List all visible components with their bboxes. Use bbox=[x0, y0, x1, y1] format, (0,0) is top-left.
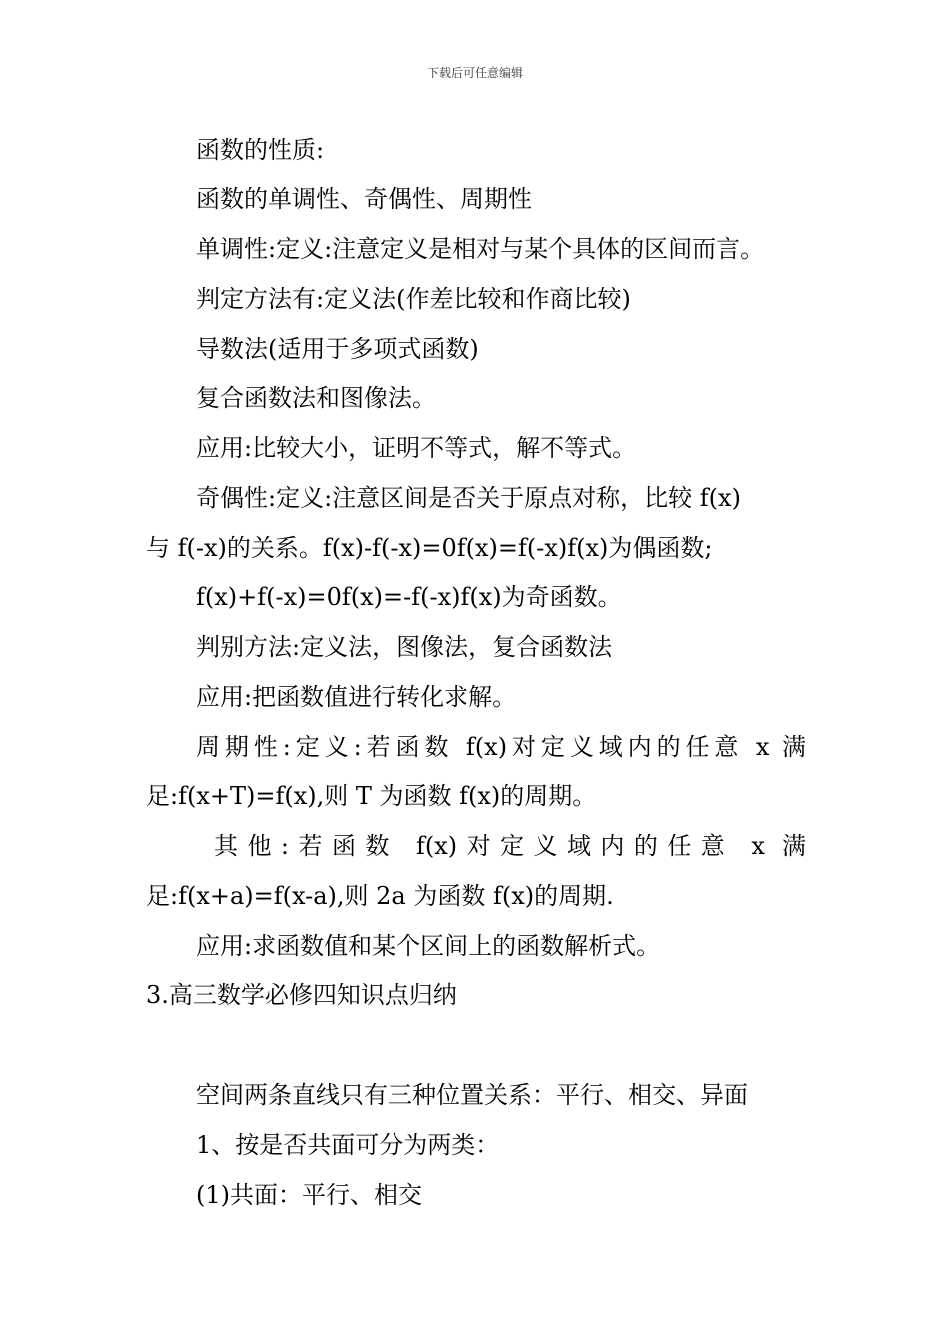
text-line-5: 导数法(适用于多项式函数) bbox=[196, 335, 479, 363]
text-line-19: 空间两条直线只有三种位置关系：平行、相交、异面 bbox=[196, 1081, 748, 1109]
text-line-8: 奇偶性:定义:注意区间是否关于原点对称，比较 f(x) bbox=[196, 484, 741, 512]
text-line-9: 与 f(-x)的关系。f(x)-f(-x)=0f(x)=f(-x)f(x)为偶函数; bbox=[146, 534, 713, 562]
text-line-3: 单调性:定义:注意定义是相对与某个具体的区间而言。 bbox=[196, 235, 765, 263]
text-line-11: 判别方法:定义法，图像法，复合函数法 bbox=[196, 633, 613, 661]
text-line-6: 复合函数法和图像法。 bbox=[196, 384, 436, 412]
text-line-2: 函数的单调性、奇偶性、周期性 bbox=[196, 185, 532, 213]
text-line-21: (1)共面：平行、相交 bbox=[196, 1181, 422, 1209]
page-header: 下载后可任意编辑 bbox=[426, 66, 523, 80]
text-line-12: 应用:把函数值进行转化求解。 bbox=[196, 683, 517, 711]
text-line-10: f(x)+f(-x)=0f(x)=-f(-x)f(x)为奇函数。 bbox=[196, 583, 622, 611]
text-line-4: 判定方法有:定义法(作差比较和作商比较) bbox=[196, 285, 631, 313]
text-line-1: 函数的性质: bbox=[196, 136, 325, 164]
text-line-15: 其他:若函数 f(x)对定义域内的任意 x 满 bbox=[214, 832, 806, 860]
text-line-17: 应用:求函数值和某个区间上的函数解析式。 bbox=[196, 932, 661, 960]
text-line-13: 周期性:定义:若函数 f(x)对定义域内的任意 x 满 bbox=[196, 733, 806, 761]
text-line-14: 足:f(x+T)=f(x),则 T 为函数 f(x)的周期。 bbox=[146, 782, 597, 810]
text-line-7: 应用:比较大小，证明不等式，解不等式。 bbox=[196, 434, 637, 462]
text-line-20: 1、按是否共面可分为两类： bbox=[196, 1131, 500, 1159]
section-heading: 3.高三数学必修四知识点归纳 bbox=[146, 981, 457, 1009]
text-line-16: 足:f(x+a)=f(x-a),则 2a 为函数 f(x)的周期. bbox=[146, 882, 614, 910]
